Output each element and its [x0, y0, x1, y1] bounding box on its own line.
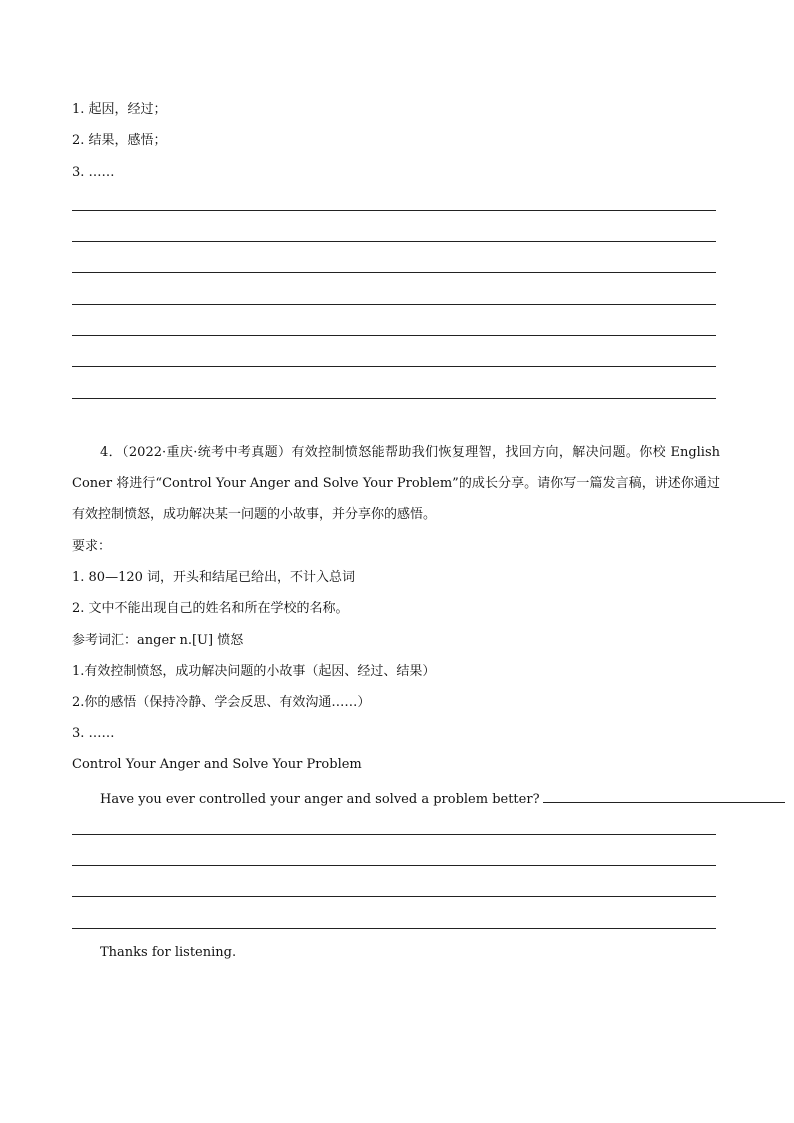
answer-line[interactable] — [72, 210, 716, 211]
answer-blank[interactable] — [543, 788, 785, 803]
answer-line[interactable] — [72, 335, 716, 336]
requirement-2: 2. 文中不能出现自己的姓名和所在学校的名称。 — [72, 601, 349, 616]
answer-line[interactable] — [72, 398, 716, 399]
answer-line[interactable] — [72, 304, 716, 305]
content-point-2: 2.你的感悟（保持冷静、学会反思、有效沟通……） — [72, 695, 371, 710]
requirement-1: 1. 80—120 词，开头和结尾已给出，不计入总词 — [72, 570, 356, 585]
content-point-1: 1.有效控制愤怒，成功解决问题的小故事（起因、经过、结果） — [72, 664, 436, 679]
essay-closing: Thanks for listening. — [100, 945, 237, 960]
outline-item-1: 1. 起因，经过； — [72, 102, 167, 117]
answer-line[interactable] — [72, 834, 716, 835]
answer-line[interactable] — [72, 366, 716, 367]
answer-line[interactable] — [72, 272, 716, 273]
outline-item-2: 2. 结果，感悟； — [72, 133, 167, 148]
answer-line[interactable] — [72, 865, 716, 866]
reference-vocabulary: 参考词汇：anger n.[U] 愤怒 — [72, 633, 244, 648]
outline-item-3: 3. …… — [72, 165, 115, 180]
answer-line[interactable] — [72, 928, 716, 929]
essay-opening-text: Have you ever controlled your anger and solved a problem better? — [100, 792, 540, 807]
answer-line[interactable] — [72, 896, 716, 897]
question-4-prompt: 4．（2022·重庆·统考中考真题）有效控制愤怒能帮助我们恢复理智，找回方向，解决问题。你校 English Coner 将进行“Control Your Anger and Solve Your Problem”的成长分享。请你写一篇发言稿，讲述你通过有效控制愤怒，成功解决某一问题的小故事，并分享你的感悟。 — [72, 445, 720, 522]
answer-line[interactable] — [72, 241, 716, 242]
requirements-label: 要求： — [72, 539, 112, 554]
content-point-3: 3. …… — [72, 726, 115, 741]
essay-opening — [100, 788, 785, 809]
essay-title: Control Your Anger and Solve Your Problem — [72, 757, 362, 772]
